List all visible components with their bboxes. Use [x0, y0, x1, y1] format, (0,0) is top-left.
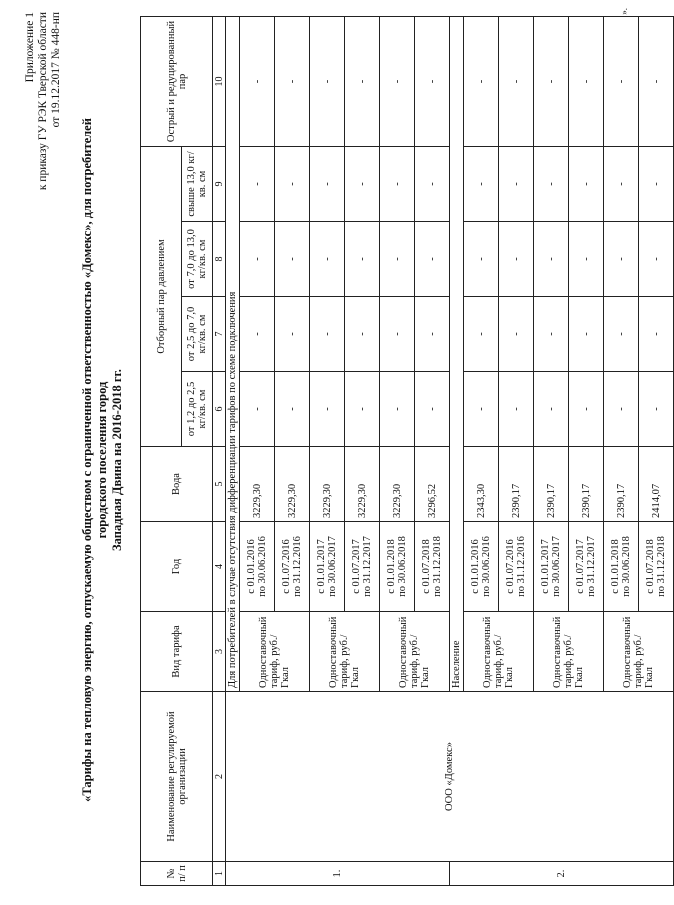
period-line: по 30.06.2017: [327, 536, 338, 597]
period-line: по 30.06.2018: [397, 536, 408, 597]
tariff-type-cell: Одноставочный тариф, руб./Гкал: [380, 612, 450, 692]
empty-value-dash: -: [345, 146, 380, 221]
period-line: с 01.07.2017: [575, 539, 586, 594]
period-line: по 30.06.2016: [481, 536, 492, 597]
tariff-type-cell: Одноставочный тариф, руб./Гкал: [604, 612, 674, 692]
empty-value-dash: -: [345, 372, 380, 447]
period-cell: [569, 522, 604, 612]
period-cell: [240, 522, 275, 612]
col-number: 6: [213, 372, 226, 447]
col-header-steam-1: от 1,2 до 2,5 кг/кв. см: [182, 372, 213, 447]
empty-value-dash: -: [499, 146, 534, 221]
empty-value-dash: -: [275, 16, 310, 146]
empty-value-dash: -: [275, 372, 310, 447]
period-line: с 01.01.2017: [316, 539, 327, 594]
empty-value-dash: -: [499, 222, 534, 297]
empty-value-dash: -: [639, 16, 674, 146]
water-tariff-value: 3229,30: [380, 447, 415, 522]
col-number: 8: [213, 222, 226, 297]
empty-value-dash: -: [569, 222, 604, 297]
empty-value-dash: -: [569, 146, 604, 221]
column-numbers-row: [213, 16, 226, 885]
empty-value-dash: -: [534, 16, 569, 146]
empty-value-dash: -: [275, 222, 310, 297]
empty-value-dash: -: [240, 146, 275, 221]
empty-value-dash: -: [604, 16, 639, 146]
period-line: с 01.01.2017: [540, 539, 551, 594]
col-number: 2: [213, 692, 226, 862]
period-cell: [639, 522, 674, 612]
empty-value-dash: -: [415, 297, 450, 372]
period-line: с 01.01.2016: [246, 539, 257, 594]
section-number: 2.: [450, 862, 674, 886]
empty-value-dash: -: [569, 16, 604, 146]
period-line: по 30.06.2016: [257, 536, 268, 597]
water-tariff-value: 2414,07: [639, 447, 674, 522]
period-cell: [415, 522, 450, 612]
water-tariff-value: 2390,17: [499, 447, 534, 522]
empty-value-dash: -: [415, 16, 450, 146]
col-header-steam-3: от 7,0 до 13,0 кг/кв. см: [182, 222, 213, 297]
period-cell: [380, 522, 415, 612]
tariff-table: [140, 16, 674, 886]
col-header-steam-2: от 2,5 до 7,0 кг/кв. см: [182, 297, 213, 372]
period-line: с 01.01.2018: [610, 539, 621, 594]
empty-value-dash: -: [639, 222, 674, 297]
empty-value-dash: -: [604, 146, 639, 221]
empty-value-dash: -: [464, 372, 499, 447]
title-line-1: «Тарифы на тепловую энергию, отпускаемую обществом с ограниченной ответственностью «Домекс», для потребителей городского поселения город: [80, 118, 109, 802]
water-tariff-value: 2390,17: [569, 447, 604, 522]
period-cell: [464, 522, 499, 612]
empty-value-dash: -: [534, 222, 569, 297]
empty-value-dash: -: [499, 297, 534, 372]
tariff-type-cell: Одноставочный тариф, руб./Гкал: [534, 612, 604, 692]
empty-value-dash: -: [275, 297, 310, 372]
empty-value-dash: -: [310, 146, 345, 221]
title-line-2: Западная Двина на 2016-2018 гг.: [110, 369, 124, 551]
empty-value-dash: -: [604, 372, 639, 447]
annex-line-3: от 19.12.2017 № 448-нп: [50, 12, 62, 128]
empty-value-dash: -: [639, 297, 674, 372]
col-header-sharp-steam: Острый и редуцированный пар: [141, 16, 213, 146]
tariff-type-cell: Одноставочный тариф, руб./Гкал: [464, 612, 534, 692]
empty-value-dash: -: [240, 16, 275, 146]
empty-value-dash: -: [464, 146, 499, 221]
empty-value-dash: -: [604, 222, 639, 297]
col-header-water: Вода: [141, 447, 213, 522]
empty-value-dash: -: [240, 222, 275, 297]
empty-value-dash: -: [569, 372, 604, 447]
period-line: по 31.12.2017: [586, 536, 597, 597]
tariff-type-cell: Одноставочный тариф, руб./Гкал: [310, 612, 380, 692]
empty-value-dash: -: [569, 297, 604, 372]
empty-value-dash: -: [534, 372, 569, 447]
water-tariff-value: 2390,17: [604, 447, 639, 522]
period-cell: [499, 522, 534, 612]
empty-value-dash: -: [380, 16, 415, 146]
col-number: 4: [213, 522, 226, 612]
empty-value-dash: -: [380, 146, 415, 221]
col-number: 3: [213, 612, 226, 692]
empty-value-dash: -: [499, 372, 534, 447]
period-line: с 01.07.2018: [645, 539, 656, 594]
period-cell: [534, 522, 569, 612]
tariff-table-body: [226, 16, 674, 885]
period-line: с 01.01.2018: [386, 539, 397, 594]
empty-value-dash: -: [240, 297, 275, 372]
empty-value-dash: -: [240, 372, 275, 447]
empty-value-dash: -: [310, 297, 345, 372]
col-number: 9: [213, 146, 226, 221]
empty-value-dash: -: [415, 222, 450, 297]
document-title: [80, 95, 125, 825]
empty-value-dash: -: [464, 16, 499, 146]
col-number: 5: [213, 447, 226, 522]
empty-value-dash: -: [464, 297, 499, 372]
empty-value-dash: -: [380, 297, 415, 372]
annex-header: [24, 12, 63, 392]
header-row-1: [141, 16, 182, 885]
water-tariff-value: 3229,30: [345, 447, 380, 522]
col-header-num: № п/ п: [141, 862, 213, 886]
col-header-steam-group: Отборный пар давлением: [141, 146, 182, 446]
col-number: 7: [213, 297, 226, 372]
empty-value-dash: -: [604, 297, 639, 372]
water-tariff-value: 3229,30: [310, 447, 345, 522]
period-line: по 31.12.2018: [432, 536, 443, 597]
empty-value-dash: -: [464, 222, 499, 297]
empty-value-dash: -: [380, 372, 415, 447]
annex-line-1: Приложение 1: [24, 12, 36, 83]
period-line: с 01.07.2016: [281, 539, 292, 594]
section-number: 1.: [226, 862, 450, 886]
col-header-org: Наименование регулируемой организации: [141, 692, 213, 862]
period-cell: [604, 522, 639, 612]
period-line: с 01.01.2016: [470, 539, 481, 594]
empty-value-dash: -: [380, 222, 415, 297]
empty-value-dash: -: [415, 372, 450, 447]
col-header-steam-4: свыше 13,0 кг/кв. см: [182, 146, 213, 221]
empty-value-dash: -: [275, 146, 310, 221]
period-line: с 01.07.2017: [351, 539, 362, 594]
period-line: по 30.06.2017: [551, 536, 562, 597]
empty-value-dash: -: [639, 146, 674, 221]
water-tariff-value: 3229,30: [240, 447, 275, 522]
period-cell: [275, 522, 310, 612]
empty-value-dash: -: [345, 16, 380, 146]
water-tariff-value: 2343,30: [464, 447, 499, 522]
annex-line-2: к приказу ГУ РЭК Тверской области: [37, 12, 49, 191]
period-line: по 30.06.2018: [621, 536, 632, 597]
period-line: с 01.07.2018: [421, 539, 432, 594]
section-title: Для потребителей в случае отсутствия дифференциации тарифов по схеме подключения: [226, 16, 240, 691]
empty-value-dash: -: [534, 297, 569, 372]
water-tariff-value: 3229,30: [275, 447, 310, 522]
empty-value-dash: -: [534, 146, 569, 221]
water-tariff-value: 2390,17: [534, 447, 569, 522]
empty-value-dash: -: [310, 222, 345, 297]
organization-name: ООО «Домекс»: [226, 692, 674, 862]
footnote: ».: [619, 8, 629, 15]
empty-value-dash: -: [639, 372, 674, 447]
period-cell: [345, 522, 380, 612]
tariff-type-cell: Одноставочный тариф, руб./Гкал: [240, 612, 310, 692]
col-number: 1: [213, 862, 226, 886]
empty-value-dash: -: [415, 146, 450, 221]
col-number: 10: [213, 16, 226, 146]
period-line: по 31.12.2018: [656, 536, 667, 597]
period-line: с 01.07.2016: [505, 539, 516, 594]
water-tariff-value: 3296,52: [415, 447, 450, 522]
period-cell: [310, 522, 345, 612]
empty-value-dash: -: [345, 297, 380, 372]
empty-value-dash: -: [345, 222, 380, 297]
period-line: по 31.12.2017: [362, 536, 373, 597]
section-title: Население: [450, 16, 464, 691]
period-line: по 31.12.2016: [516, 536, 527, 597]
empty-value-dash: -: [310, 16, 345, 146]
empty-value-dash: -: [310, 372, 345, 447]
col-header-year: Год: [141, 522, 213, 612]
empty-value-dash: -: [499, 16, 534, 146]
section-row: [226, 16, 240, 885]
col-header-tariff-type: Вид тарифа: [141, 612, 213, 692]
period-line: по 31.12.2016: [292, 536, 303, 597]
